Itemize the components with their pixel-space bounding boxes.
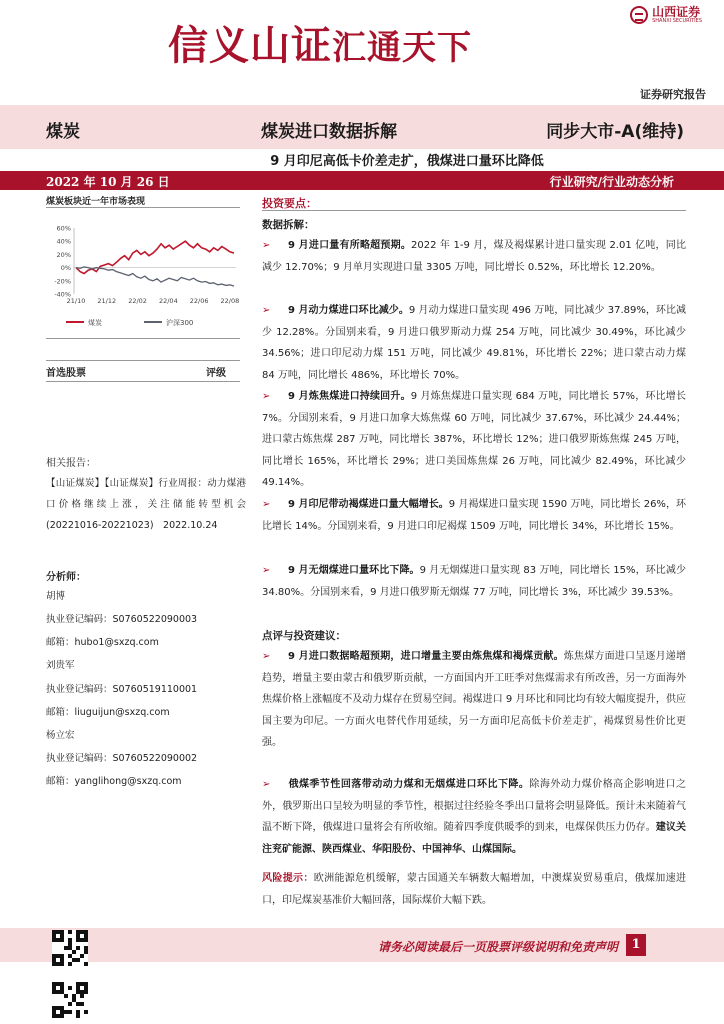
section-head: 数据拆解： — [262, 219, 315, 231]
bullet-text: 2022 年 1-9 月，煤及褐煤累计进口量实现 2.01 亿吨，同比减少 12.70%；9 月单月实现进口量 3305 万吨，同比增长 0.52%，环比增长 12.20%。 — [262, 240, 686, 273]
brand-name: 山西证券 — [652, 5, 701, 19]
analyst-reg: 执业登记编码：S0760522090002 — [46, 753, 198, 764]
analyst-email[interactable]: 邮箱：liuguijun@sxzq.com — [46, 707, 170, 718]
market-performance-chart — [46, 220, 240, 332]
analyst-email[interactable]: 邮箱：hubo1@sxzq.com — [46, 637, 159, 648]
y-tick-label: -20% — [54, 277, 71, 286]
page-number: 1 — [626, 934, 646, 956]
disclaimer-notice: 请务必阅读最后一页股票评级说明和免责声明 — [377, 940, 618, 954]
divider — [46, 381, 240, 382]
y-tick-label: 0% — [60, 264, 71, 273]
bullet-coking-coal — [262, 386, 686, 494]
bullet-text: 炼焦煤方面进口呈逐月递增趋势，增量主要由蒙古和俄罗斯贡献，一方面国内开工旺季对焦煤需求有所改善，另一方面海外焦煤价格上涨幅度不及动力煤存在贸易空间。褐煤进口 9 月环比和同比均有较大幅度提升，供应国主要为印尼。一方面火电替代作用延续，另一方面印尼高低卡价差走扩，褐煤贸易性价比更强。 — [262, 651, 686, 748]
qr-code-icon — [52, 982, 88, 1018]
investment-points-head: 投资要点： — [262, 197, 317, 210]
bullet-import-volume — [262, 235, 686, 278]
arrow-bullet-icon: ➢ — [262, 305, 271, 316]
x-tick-label: 22/08 — [220, 297, 240, 305]
analyst-name: 杨立宏 — [46, 730, 75, 741]
y-tick-label: 40% — [56, 237, 71, 246]
arrow-bullet-icon: ➢ — [262, 499, 271, 510]
analysts-head: 分析师： — [46, 572, 86, 583]
industry-rating: 同步大市-A(维持) — [546, 122, 684, 142]
arrow-bullet-icon: ➢ — [262, 779, 271, 790]
brand-mark-icon — [630, 6, 648, 24]
arrow-bullet-icon: ➢ — [262, 391, 271, 402]
divider — [262, 210, 686, 211]
risk-text: 欧洲能源危机缓解，蒙古国通关车辆数大幅增加，中澳煤炭贸易重启，俄煤加速进口，印尼煤炭基准价大幅回落，国际煤价大幅下跌。 — [262, 873, 686, 906]
slogan — [168, 14, 472, 71]
slogan-part1: 信义山证 — [168, 22, 332, 69]
bullet-text: 9 月炼焦煤进口量实现 684 万吨，同比增长 57%，环比增长 7%。分国别来看，9 月进口加拿大炼焦煤 60 万吨，同比减少 37.67%，环比减少 24.44%；进口蒙古炼焦煤 287 万吨，同比增长 387%，环比增长 12%；进口俄罗斯炼焦煤 245 万吨，同比增长 165%，环比增长 29%；进口美国炼焦煤 26 万吨，同比减少 82.49%，环比减少 49.14%。 — [262, 391, 686, 488]
bullet-lead: 9 月无烟煤进口量环比下降。 — [288, 565, 420, 576]
arrow-bullet-icon: ➢ — [262, 240, 271, 251]
y-tick-label: -40% — [54, 290, 71, 299]
report-date: 2022 年 10 月 26 日 — [46, 175, 170, 189]
picks-header — [46, 364, 240, 379]
x-tick-label: 21/12 — [97, 297, 117, 305]
bullet-text: 9 月褐煤进口量实现 1590 万吨，同比增长 26%，环比增长 14%。分国别来看，9 月进口印尼褐煤 1509 万吨，同比增长 34%，环比增长 15%。 — [262, 499, 686, 532]
title-band — [0, 105, 724, 149]
bullet-lead: 9 月炼焦煤进口持续回升。 — [288, 391, 411, 402]
brand-name-en: SHANXI SECURITIES — [652, 18, 702, 24]
bullet-thermal-coal — [262, 300, 686, 386]
y-tick-label: 20% — [56, 250, 71, 259]
date-band — [0, 171, 724, 190]
analyst-reg: 执业登记编码：S0760522090003 — [46, 614, 198, 625]
analyst-email[interactable]: 邮箱：yanglihong@sxzq.com — [46, 776, 182, 787]
legend-label: 煤炭 — [88, 319, 102, 327]
divider — [46, 360, 240, 361]
comment-import-data — [262, 646, 686, 754]
report-title: 煤炭进口数据拆解 — [261, 122, 397, 142]
bullet-lead: 9 月印尼带动褐煤进口量大幅增长。 — [288, 499, 449, 510]
related-reports-head: 相关报告： — [46, 458, 96, 469]
analyst-name: 刘贵军 — [46, 660, 75, 671]
divider — [46, 207, 240, 208]
risk-warning — [262, 868, 686, 911]
slogan-part2: 汇通天下 — [332, 28, 472, 68]
chart-title: 煤炭板块近一年市场表现 — [46, 197, 146, 207]
bullet-lead: 9 月进口数据略超预期，进口增量主要由炼焦煤和褐煤贡献。 — [288, 651, 564, 662]
divider — [46, 338, 240, 339]
section-head: 点评与投资建议： — [262, 630, 346, 642]
qr-code-icon — [52, 930, 88, 966]
arrow-bullet-icon: ➢ — [262, 651, 271, 662]
bullet-text: 除海外动力煤价格高企影响进口之外，俄罗斯出口呈较为明显的季节性，根据过往经验冬季出口量将会明显降低。预计未来随着气温不断下降，俄煤进口量将会有所收缩。随着四季度供暖季的到来，电煤保供压力仍存。 — [262, 779, 687, 833]
series-line-hs300 — [76, 267, 234, 286]
report-category: 行业研究/行业动态分析 — [549, 175, 674, 189]
stock-recommendation: 建议关注兖矿能源、陕西煤业、华阳股份、中国神华、山煤国际。 — [262, 822, 687, 855]
related-report-link[interactable]: 【山证煤炭】【山证煤炭】行业周报：动力煤港口价格继续上涨，关注储能转型机会 (20221016-20221023) 2022.10.24 — [46, 478, 246, 531]
analyst-name: 胡博 — [46, 591, 66, 602]
bullet-lead: 9 月进口量有所略超预期。 — [288, 240, 412, 251]
arrow-bullet-icon: ➢ — [262, 565, 271, 576]
bullet-text: 9 月无烟煤进口量实现 83 万吨，同比增长 15%，环比减少 34.80%。分国别来看，9 月进口俄罗斯无烟煤 77 万吨，同比增长 3%，环比减少 39.53%。 — [262, 565, 686, 598]
x-tick-label: 21/10 — [66, 297, 86, 305]
bullet-anthracite — [262, 560, 686, 603]
picks-label: 首选股票 — [46, 368, 86, 379]
bullet-lead: 9 月动力煤进口环比减少。 — [288, 305, 409, 316]
comment-russian-coal — [262, 774, 686, 860]
x-tick-label: 22/06 — [189, 297, 209, 305]
bullet-lead: 俄煤季节性回落带动动力煤和无烟煤进口环比下降。 — [288, 779, 530, 790]
legend-label: 沪深300 — [166, 319, 194, 327]
x-tick-label: 22/04 — [158, 297, 178, 305]
bullet-lignite — [262, 494, 686, 537]
brand-logo — [630, 6, 702, 24]
industry-label: 煤炭 — [46, 122, 80, 142]
report-subtitle: 9 月印尼高低卡价差走扩，俄煤进口量环比降低 — [270, 154, 544, 169]
bullet-text: 9 月动力煤进口量实现 496 万吨，同比减少 37.89%，环比减少 12.28%。分国别来看，9 月进口俄罗斯动力煤 254 万吨，同比减少 30.49%，环比减少 34.56%；进口印尼动力煤 151 万吨，同比减少 49.81%，环比增长 22%；进口蒙古动力煤 84 万吨，同比增长 486%，环比增长 70%。 — [262, 305, 686, 381]
rating-label: 评级 — [206, 368, 226, 379]
y-tick-label: 60% — [56, 224, 71, 233]
report-type: 证券研究报告 — [640, 88, 706, 101]
risk-label: 风险提示： — [262, 873, 314, 884]
analyst-reg: 执业登记编码：S0760519110001 — [46, 684, 198, 695]
x-tick-label: 22/02 — [128, 297, 147, 305]
